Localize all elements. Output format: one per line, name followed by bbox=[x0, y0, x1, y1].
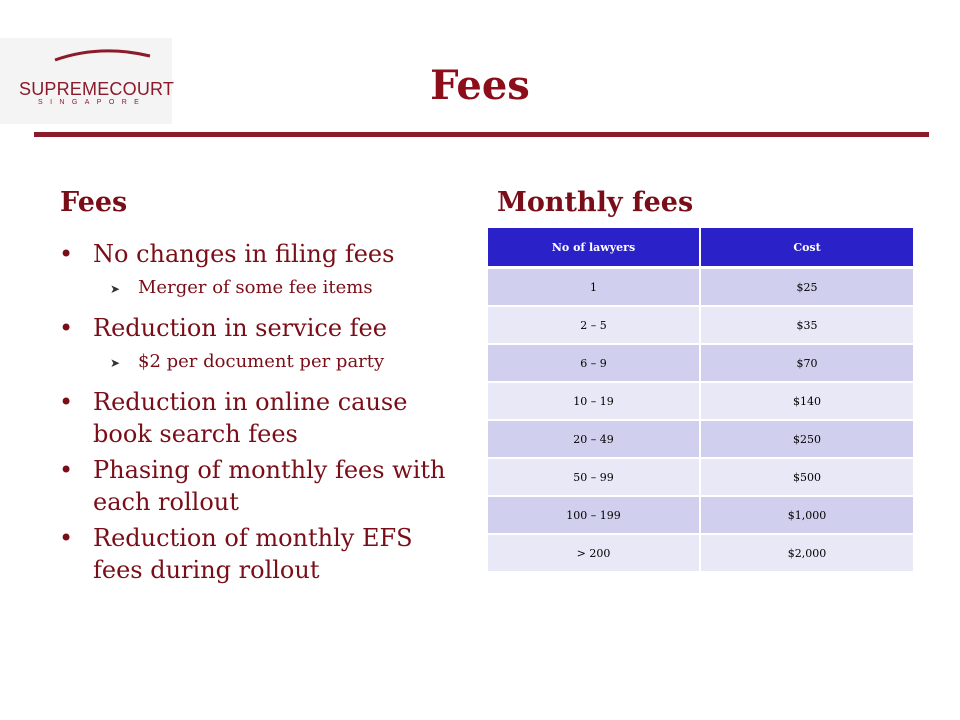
bullet-item bbox=[58, 312, 468, 344]
left-heading: Fees bbox=[60, 187, 128, 218]
bullet-text: Phasing of monthly fees with each rollout bbox=[93, 456, 446, 516]
bullet-dot-icon: • bbox=[59, 456, 74, 484]
column-header-cost: Cost bbox=[700, 228, 913, 268]
table-row bbox=[488, 306, 913, 344]
table-row bbox=[488, 382, 913, 420]
bullet-item bbox=[58, 386, 468, 450]
bullet-list bbox=[58, 238, 468, 590]
table-row bbox=[488, 534, 913, 572]
sub-bullet-item bbox=[58, 348, 468, 376]
cost-cell: $35 bbox=[700, 306, 913, 344]
bullet-text: Reduction in online cause book search fees bbox=[93, 388, 408, 448]
cost-cell: $500 bbox=[700, 458, 913, 496]
lawyers-cell: 2 – 5 bbox=[488, 306, 700, 344]
bullet-item bbox=[58, 454, 468, 518]
bullet-dot-icon: • bbox=[59, 524, 74, 552]
bullet-dot-icon: • bbox=[59, 314, 74, 342]
column-header-lawyers: No of lawyers bbox=[488, 228, 700, 268]
logo-sub-text: SINGAPORE bbox=[38, 99, 147, 106]
lawyers-cell: > 200 bbox=[488, 534, 700, 572]
cost-cell: $25 bbox=[700, 268, 913, 307]
arrow-bullet-icon: ➤ bbox=[110, 356, 121, 370]
cost-cell: $250 bbox=[700, 420, 913, 458]
bullet-text: Reduction of monthly EFS fees during rollout bbox=[93, 524, 413, 584]
right-heading: Monthly fees bbox=[497, 187, 694, 218]
lawyers-cell: 50 – 99 bbox=[488, 458, 700, 496]
arrow-bullet-icon: ➤ bbox=[110, 282, 121, 296]
lawyers-cell: 1 bbox=[488, 268, 700, 307]
bullet-item bbox=[58, 238, 468, 270]
table-row bbox=[488, 496, 913, 534]
cost-cell: $140 bbox=[700, 382, 913, 420]
cost-cell: $2,000 bbox=[700, 534, 913, 572]
table-row bbox=[488, 458, 913, 496]
sub-bullet-text: $2 per document per party bbox=[138, 351, 385, 372]
logo-main-text: SUPREMECOURT bbox=[19, 79, 175, 99]
bullet-dot-icon: • bbox=[59, 388, 74, 416]
table-row bbox=[488, 420, 913, 458]
title-divider bbox=[34, 132, 929, 137]
bullet-item bbox=[58, 522, 468, 586]
table-row bbox=[488, 268, 913, 307]
table-header-row bbox=[488, 228, 913, 268]
cost-cell: $70 bbox=[700, 344, 913, 382]
lawyers-cell: 100 – 199 bbox=[488, 496, 700, 534]
lawyers-cell: 10 – 19 bbox=[488, 382, 700, 420]
page-title: Fees bbox=[430, 62, 530, 109]
table-row bbox=[488, 344, 913, 382]
bullet-text: Reduction in service fee bbox=[93, 314, 387, 342]
lawyers-cell: 20 – 49 bbox=[488, 420, 700, 458]
monthly-fees-table bbox=[488, 228, 913, 573]
sub-bullet-text: Merger of some fee items bbox=[138, 277, 373, 298]
bullet-dot-icon: • bbox=[59, 240, 74, 268]
cost-cell: $1,000 bbox=[700, 496, 913, 534]
bullet-text: No changes in filing fees bbox=[93, 240, 395, 268]
lawyers-cell: 6 – 9 bbox=[488, 344, 700, 382]
sub-bullet-item bbox=[58, 274, 468, 302]
